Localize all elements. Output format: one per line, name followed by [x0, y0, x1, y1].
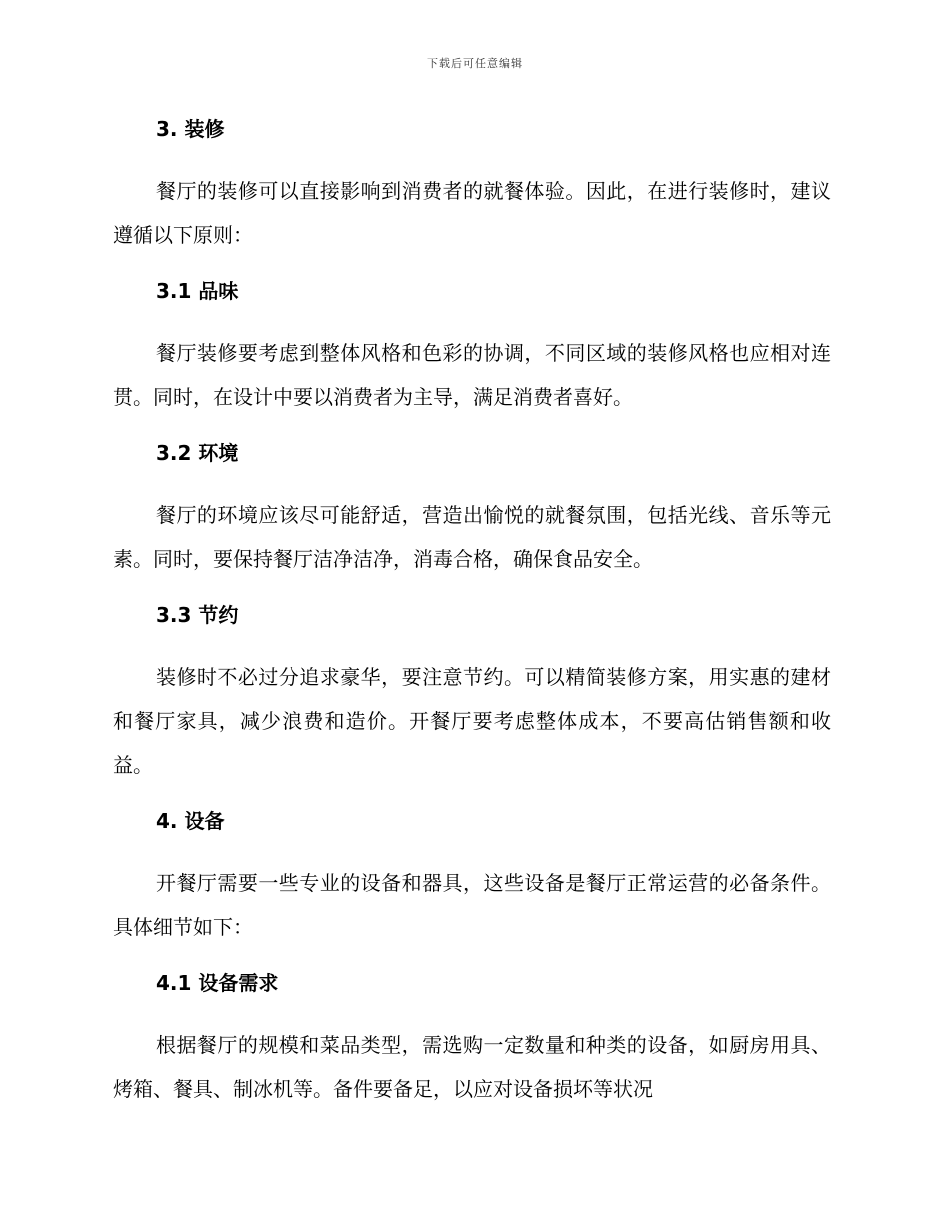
section-heading-3-3: 3.3 节约	[156, 603, 239, 627]
section-paragraph-3-3: 装修时不必过分追求豪华，要注意节约。可以精简装修方案，用实惠的建材和餐厅家具，减少浪费和造价。开餐厅要考虑整体成本，不要高估销售额和收益。	[113, 665, 831, 777]
section-heading-3-1: 3.1 品味	[156, 279, 239, 303]
section-paragraph-4: 开餐厅需要一些专业的设备和器具，这些设备是餐厅正常运营的必备条件。具体细节如下：	[113, 871, 831, 939]
section-paragraph-4-1: 根据餐厅的规模和菜品类型，需选购一定数量和种类的设备，如厨房用具、烤箱、餐具、制冰机等。备件要备足，以应对设备损坏等状况	[113, 1033, 831, 1101]
section-paragraph-3-2: 餐厅的环境应该尽可能舒适，营造出愉悦的就餐氛围，包括光线、音乐等元素。同时，要保持餐厅洁净洁净，消毒合格，确保食品安全。	[113, 503, 831, 571]
section-heading-4: 4. 设备	[156, 809, 225, 833]
section-heading-4-1: 4.1 设备需求	[156, 971, 279, 995]
section-heading-3: 3. 装修	[156, 117, 225, 141]
section-paragraph-3-1: 餐厅装修要考虑到整体风格和色彩的协调，不同区域的装修风格也应相对连贯。同时，在设计中要以消费者为主导，满足消费者喜好。	[113, 341, 831, 409]
header-note: 下载后可任意编辑	[427, 57, 523, 70]
section-heading-3-2: 3.2 环境	[156, 441, 239, 465]
document-body	[113, 111, 831, 1111]
section-paragraph-3: 餐厅的装修可以直接影响到消费者的就餐体验。因此，在进行装修时，建议遵循以下原则：	[113, 179, 831, 247]
